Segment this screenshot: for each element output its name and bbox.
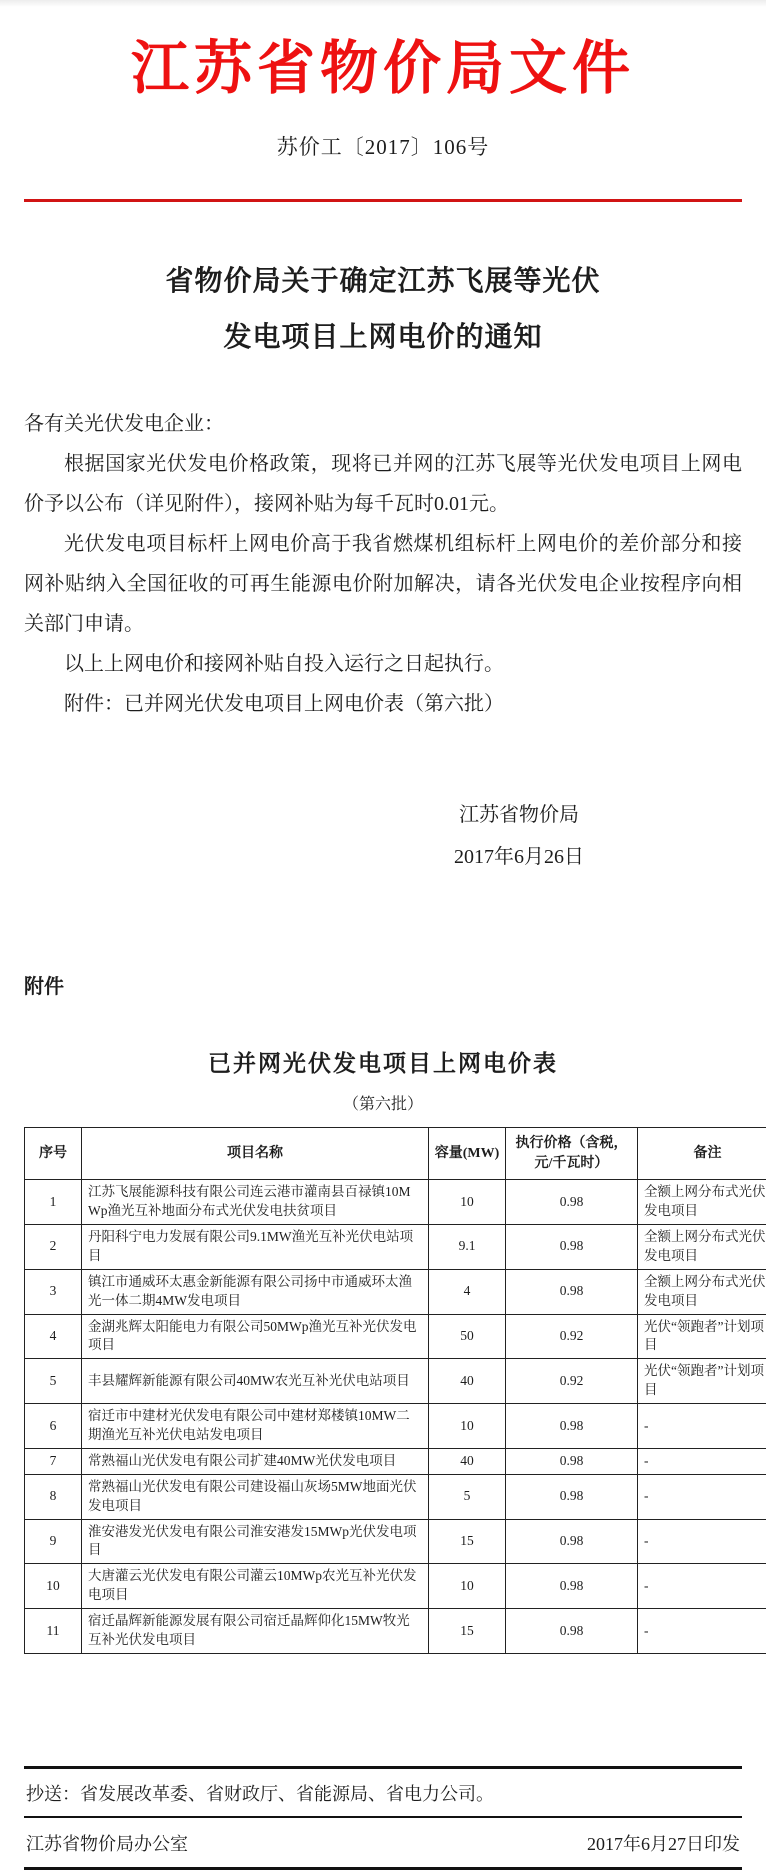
table-row: [25, 1180, 766, 1225]
notice-title-line1: 省物价局关于确定江苏飞展等光伏: [24, 254, 742, 310]
red-divider-line: [24, 199, 742, 202]
cell-capacity: 50: [429, 1314, 506, 1359]
notice-title-line2: 发电项目上网电价的通知: [24, 310, 742, 366]
footer-bottom-rule: [24, 1867, 742, 1870]
cell-remark: 全额上网分布式光伏发电项目: [638, 1180, 766, 1225]
cell-name: 大唐灌云光伏发电有限公司灌云10MWp农光互补光伏发电项目: [82, 1564, 429, 1609]
cell-name: 丰县耀辉新能源有限公司40MW农光互补光伏电站项目: [82, 1359, 429, 1404]
cell-no: 9: [25, 1519, 82, 1564]
paragraph-1: 根据国家光伏发电价格政策，现将已并网的江苏飞展等光伏发电项目上网电价予以公布（详见附件），接网补贴为每千瓦时0.01元。: [24, 444, 742, 524]
signature-date: 2017年6月26日: [454, 836, 584, 878]
table-row: [25, 1448, 766, 1474]
table-row: [25, 1269, 766, 1314]
table-row: [25, 1609, 766, 1654]
cell-remark: 光伏“领跑者”计划项目: [638, 1314, 766, 1359]
cell-price: 0.98: [506, 1519, 638, 1564]
cell-name: 丹阳科宁电力发展有限公司9.1MW渔光互补光伏电站项目: [82, 1224, 429, 1269]
cell-name: 宿迁市中建材光伏发电有限公司中建材郑楼镇10MW二期渔光互补光伏电站发电项目: [82, 1404, 429, 1449]
table-row: [25, 1359, 766, 1404]
price-table-head: [25, 1128, 766, 1180]
office-row: [24, 1818, 742, 1867]
cell-remark: -: [638, 1564, 766, 1609]
price-table-body: [25, 1180, 766, 1654]
cell-capacity: 9.1: [429, 1224, 506, 1269]
cell-name: 淮安港发光伏发电有限公司淮安港发15MWp光伏发电项目: [82, 1519, 429, 1564]
cell-no: 1: [25, 1180, 82, 1225]
cell-remark: -: [638, 1609, 766, 1654]
paragraph-3: 以上上网电价和接网补贴自投入运行之日起执行。: [24, 644, 742, 684]
cell-name: 常熟福山光伏发电有限公司扩建40MW光伏发电项目: [82, 1448, 429, 1474]
notice-body: [24, 404, 742, 724]
cell-name: 金湖兆辉太阳能电力有限公司50MWp渔光互补光伏发电项目: [82, 1314, 429, 1359]
document-footer: [24, 1766, 742, 1870]
attachment-table-subtitle: （第六批）: [24, 1091, 742, 1114]
cell-price: 0.98: [506, 1448, 638, 1474]
attachment-table-title: 已并网光伏发电项目上网电价表: [24, 1045, 742, 1078]
issuing-office: 江苏省物价局办公室: [26, 1830, 188, 1856]
table-row: [25, 1564, 766, 1609]
cell-price: 0.98: [506, 1224, 638, 1269]
signature-agency: 江苏省物价局: [454, 794, 584, 836]
table-row: [25, 1474, 766, 1519]
table-row: [25, 1404, 766, 1449]
cell-name: 江苏飞展能源科技有限公司连云港市灌南县百禄镇10MWp渔光互补地面分布式光伏发电扶贫项目: [82, 1180, 429, 1225]
cell-capacity: 10: [429, 1564, 506, 1609]
cell-name: 宿迁晶辉新能源发展有限公司宿迁晶辉仰化15MW牧光互补光伏发电项目: [82, 1609, 429, 1654]
cell-capacity: 40: [429, 1359, 506, 1404]
cell-price: 0.98: [506, 1609, 638, 1654]
cell-remark: -: [638, 1474, 766, 1519]
cc-line: 抄送：省发展改革委、省财政厅、省能源局、省电力公司。: [24, 1769, 742, 1816]
cell-remark: -: [638, 1448, 766, 1474]
salutation: 各有关光伏发电企业：: [24, 404, 742, 444]
scan-top-edge: [0, 0, 766, 7]
cell-capacity: 10: [429, 1180, 506, 1225]
cell-price: 0.98: [506, 1180, 638, 1225]
signature-block: [454, 794, 584, 878]
header-name: 项目名称: [82, 1128, 429, 1180]
cell-price: 0.98: [506, 1564, 638, 1609]
cell-capacity: 10: [429, 1404, 506, 1449]
cell-capacity: 15: [429, 1519, 506, 1564]
cell-price: 0.98: [506, 1404, 638, 1449]
notice-title: [24, 254, 742, 366]
cell-price: 0.98: [506, 1474, 638, 1519]
paragraph-2: 光伏发电项目标杆上网电价高于我省燃煤机组标杆上网电价的差价部分和接网补贴纳入全国征收的可再生能源电价附加解决，请各光伏发电企业按程序向相关部门申请。: [24, 524, 742, 644]
cell-remark: -: [638, 1404, 766, 1449]
cell-no: 11: [25, 1609, 82, 1654]
header-row: [25, 1128, 766, 1180]
cell-no: 3: [25, 1269, 82, 1314]
cell-no: 5: [25, 1359, 82, 1404]
doc-number: 苏价工〔2017〕106号: [24, 131, 742, 161]
cell-capacity: 5: [429, 1474, 506, 1519]
cell-no: 6: [25, 1404, 82, 1449]
header-remark: 备注: [638, 1128, 766, 1180]
cell-capacity: 40: [429, 1448, 506, 1474]
cell-remark: 光伏“领跑者”计划项目: [638, 1359, 766, 1404]
header-no: 序号: [25, 1128, 82, 1180]
paragraph-attachment-ref: 附件：已并网光伏发电项目上网电价表（第六批）: [24, 684, 742, 724]
cell-capacity: 4: [429, 1269, 506, 1314]
agency-title: 江苏省物价局文件: [24, 21, 742, 105]
document-page: [0, 21, 766, 1870]
header-price: 执行价格（含税，元/千瓦时）: [506, 1128, 638, 1180]
cell-remark: 全额上网分布式光伏发电项目: [638, 1269, 766, 1314]
header-capacity: 容量(MW): [429, 1128, 506, 1180]
cell-no: 2: [25, 1224, 82, 1269]
table-row: [25, 1224, 766, 1269]
price-table: [24, 1127, 766, 1654]
cell-remark: -: [638, 1519, 766, 1564]
cell-price: 0.92: [506, 1359, 638, 1404]
cell-capacity: 15: [429, 1609, 506, 1654]
cell-price: 0.98: [506, 1269, 638, 1314]
cell-no: 10: [25, 1564, 82, 1609]
table-row: [25, 1519, 766, 1564]
print-date: 2017年6月27日印发: [587, 1830, 740, 1856]
cell-remark: 全额上网分布式光伏发电项目: [638, 1224, 766, 1269]
cell-name: 镇江市通威环太惠金新能源有限公司扬中市通威环太渔光一体二期4MW发电项目: [82, 1269, 429, 1314]
cell-no: 4: [25, 1314, 82, 1359]
cell-no: 8: [25, 1474, 82, 1519]
cell-name: 常熟福山光伏发电有限公司建设福山灰场5MW地面光伏发电项目: [82, 1474, 429, 1519]
table-row: [25, 1314, 766, 1359]
attachment-label: 附件: [24, 970, 742, 999]
cell-no: 7: [25, 1448, 82, 1474]
cell-price: 0.92: [506, 1314, 638, 1359]
